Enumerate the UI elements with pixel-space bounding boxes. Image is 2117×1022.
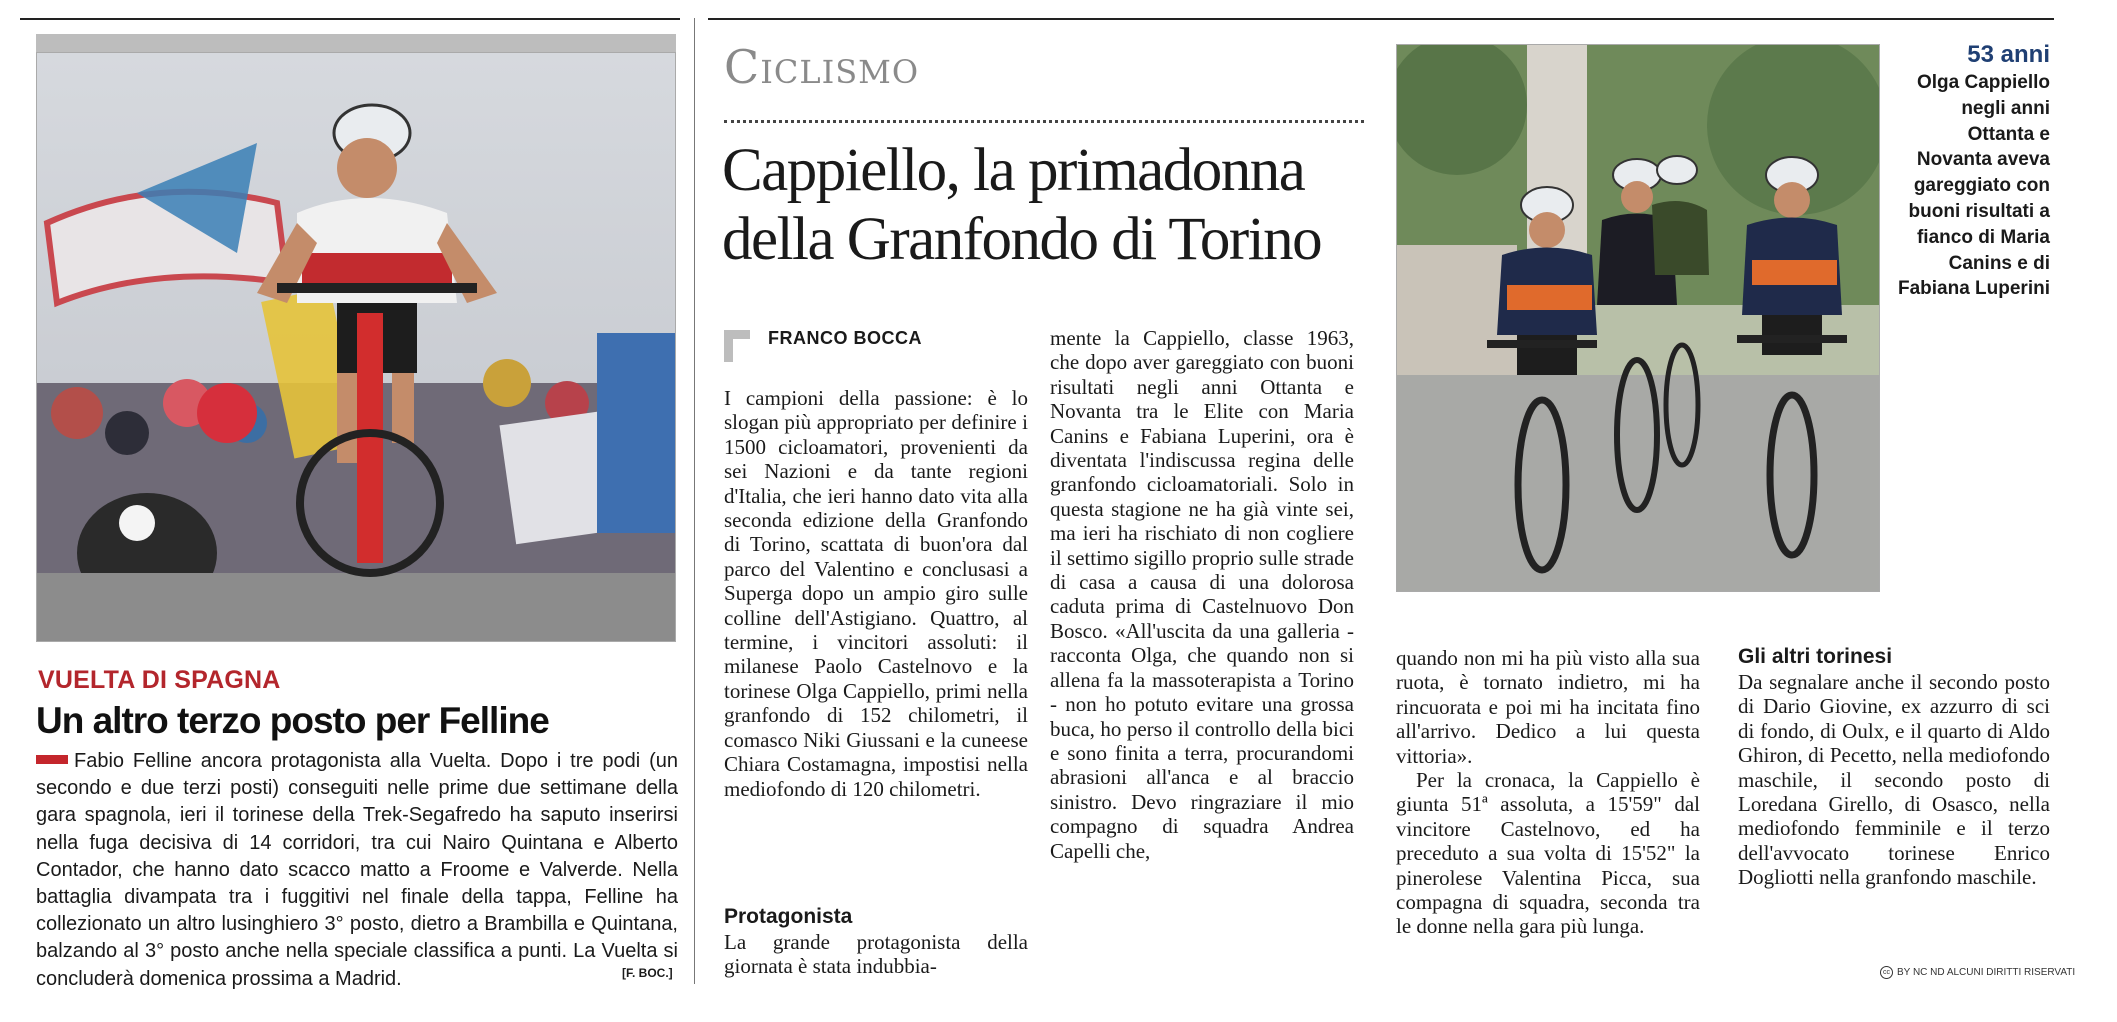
dotted-rule — [724, 120, 1364, 123]
article-column-1 — [724, 386, 1028, 801]
article-column-4 — [1738, 670, 2050, 890]
left-gray-band — [36, 34, 676, 52]
column-1-tail-text: La grande protagonista della giornata è stata indubbia- — [724, 930, 1028, 979]
subhead-gli-altri-torinesi: Gli altri torinesi — [1738, 645, 1893, 668]
subhead-protagonista: Protagonista — [724, 905, 853, 928]
left-body-text: Fabio Felline ancora protagonista alla Vuelta. Dopo i tre podi (un secondo e due terzi posti) conseguiti nelle prime due settimane della gara spagnola, ieri il torinese della Trek-Segafredo ha saputo inserirsi nella fuga decisiva di 14 corridori, tra cui Nairo Quintana e Alberto Contador, che hanno dato scacco matto a Froome e Valverde. Nella battaglia divampata tra i fuggitivi nel finale della tappa, Felline ha collezionato un altro lusinghiero 3° posto, dietro a Brambilla e Quintana, balzando al 3° posto anche nella speciale classifica a punti. La Vuelta si concluderà domenica prossima a Madrid. — [36, 750, 678, 990]
headline-line-1: Cappiello, la primadonna — [722, 137, 1305, 204]
right-top-rule — [708, 18, 2054, 20]
column-1-text: I campioni della passione: è lo slogan più appropriato per definire i 1500 cicloamatori, provenienti da sei Nazioni e da tante regioni d'Italia, che ieri hanno dato vita alla seconda edizione della Granfondo di Torino, scattata di buon'ora dal parco del Valentino e conclusasi a Superga dopo un ampio giro sulle colline dell'Astigiano. Quattro, al termine, i vincitori assoluti: il milanese Paolo Castelnovo e la torinese Olga Cappiello, primi nella granfondo di 152 chilometri, il comasco Niki Giussani e la cuneese Chiara Costamagna, impostisi nella mediofondo di 120 chilometri. — [724, 386, 1028, 801]
byline: FRANCO BOCCA — [768, 328, 922, 348]
left-body — [36, 748, 678, 993]
column-3-paragraph-1: quando non mi ha più visto alla sua ruota, è tornato indietro, mi ha rincuorata e poi mi ha incitata fino all'arrivo. Dedico a lui questa vittoria». — [1396, 646, 1700, 768]
cyclist-climbing-photo — [36, 52, 676, 642]
column-divider — [694, 18, 695, 984]
caption-text: Olga Cappiello negli anni Ottanta e Novanta aveva gareggiato con buoni risultati a fianco di Maria Canins e di Fabiana Luperini — [1897, 72, 2050, 300]
cyclist-climbing-illustration — [37, 53, 676, 642]
left-top-rule — [20, 18, 680, 20]
red-bullet-marker — [36, 755, 68, 764]
left-credit: [F. BOC.] — [622, 966, 673, 980]
section-title: Ciclismo — [724, 40, 920, 94]
creative-commons-icon: cc — [1880, 966, 1893, 979]
caption-age: 53 anni — [1967, 41, 2050, 68]
byline-corner-mark — [724, 330, 750, 362]
main-headline — [722, 136, 1382, 274]
left-headline: Un altro terzo posto per Felline — [36, 700, 549, 741]
article-column-2 — [1050, 326, 1354, 863]
left-kicker: VUELTA DI SPAGNA — [38, 666, 281, 694]
license-text: BY NC ND ALCUNI DIRITTI RISERVATI — [1897, 967, 2076, 979]
column-2-text: mente la Cappiello, classe 1963, che dopo aver gareggiato con buoni risultati negli anni Ottanta e Novanta tra le Elite con Maria Canins e Fabiana Luperini, ora è diventata l'indiscussa regina delle granfondo cicloamatoriali. Solo in questa stagione ne ha già vinte sei, ma ieri ha rischiato di non cogliere il settimo sigillo proprio sulle strade di casa a causa di una dolorosa caduta prima di Castelnuovo Don Bosco. «All'uscita da una galleria - racconta Olga, che quando non si allena fa la massoterapista a Torino - non ho potuto evitare una grossa buca, ho perso il controllo della bici e sono finita a terra, procurandomi abrasioni all'anca e al braccio sinistro. Devo ringraziare il mio compagno di squadra Andrea Capelli che, — [1050, 326, 1354, 863]
article-column-3 — [1396, 646, 1700, 939]
license-notice — [1880, 966, 2075, 979]
column-3-paragraph-2: Per la cronaca, la Cappiello è giunta 51ª assoluta, a 15'59" dal vincitore Castelnovo, ed ha preceduto a sua volta di 15'52" la pinerolese Valentina Picca, sua compagna di squadra, seconda tra le donne nella gara più lunga. — [1396, 768, 1700, 939]
article-column-1-tail — [724, 930, 1028, 979]
cyclists-group-photo — [1396, 44, 1880, 592]
column-4-text: Da segnalare anche il secondo posto di Dario Giovine, ex azzurro di sci di fondo, di Oulx, e il quarto di Aldo Ghiron, di Pecetto, nella mediofondo maschile, il secondo posto di Loredana Girello, di Osasco, nella mediofondo femminile e il terzo dell'avvocato torinese Enrico Dogliotti nella granfondo maschile. — [1738, 670, 2050, 890]
headline-line-2: della Granfondo di Torino — [722, 206, 1322, 273]
cyclists-group-illustration — [1397, 45, 1880, 592]
photo-caption — [1890, 40, 2050, 302]
